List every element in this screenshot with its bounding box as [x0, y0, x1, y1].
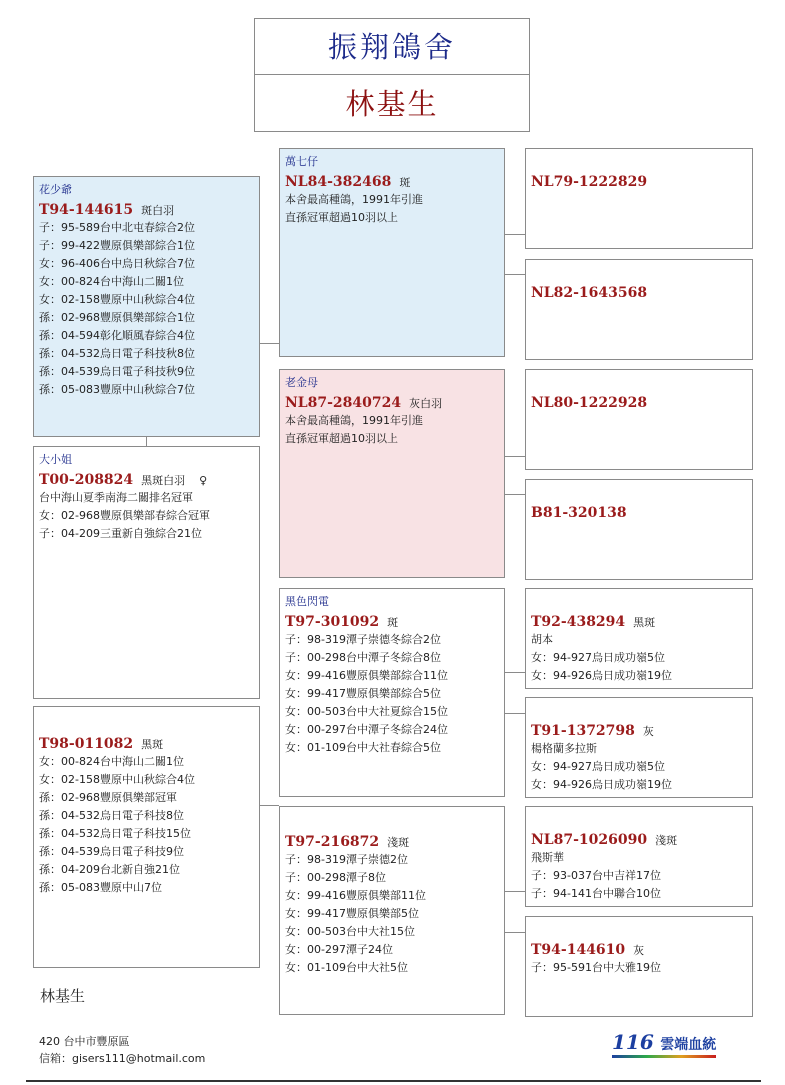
ancestor-color: 灰: [642, 725, 654, 738]
ancestor-color: 灰: [633, 944, 645, 957]
record-line: 女：00-824台中海山二關1位: [39, 755, 184, 768]
record-line: 女：94-926烏日成功嶺19位: [531, 778, 672, 791]
record-line: 本舍最高種鴿，1991年引進: [285, 414, 423, 427]
record-line: 女：00-297台中潭子冬綜合24位: [285, 723, 448, 736]
dam-records: [39, 489, 255, 543]
dam-color: 黑斑白羽: [141, 474, 186, 487]
ancestor-color: 淺斑: [655, 834, 678, 847]
logo-number: 116: [612, 1030, 654, 1054]
ds-color: 斑: [387, 616, 399, 629]
connector-line: [505, 456, 525, 457]
ancestor-card[interactable]: [525, 588, 753, 689]
dam-name: 大小姐: [39, 453, 72, 466]
dam-ring: T00-208824: [39, 472, 134, 488]
dam-sire-card[interactable]: [279, 588, 505, 797]
record-line: 孫：02-968豐原俱樂部綜合1位: [39, 311, 195, 324]
ancestor-ring: NL79-1222829: [531, 174, 648, 190]
sire-dam-card[interactable]: [279, 369, 505, 578]
ancestor-ring: T94-144610: [531, 942, 626, 958]
sibling-color: 黑斑: [141, 738, 164, 751]
record-line: 孫：02-968豐原俱樂部冠軍: [39, 791, 177, 804]
ancestor-card[interactable]: [525, 148, 753, 249]
record-line: 女：02-158豐原中山秋綜合4位: [39, 293, 195, 306]
record-line: 直孫冠軍超過10羽以上: [285, 432, 398, 445]
record-line: 女：99-416豐原俱樂部綜合11位: [285, 669, 448, 682]
ss-color: 斑: [399, 176, 411, 189]
ancestor-card[interactable]: [525, 369, 753, 470]
ds-name: 黑色閃電: [285, 595, 329, 608]
record-line: 女：01-109台中大社5位: [285, 961, 408, 974]
logo-text: 雲端血統: [660, 1037, 717, 1053]
record-line: 孫：04-539烏日電子科技秋9位: [39, 365, 195, 378]
ancestor-ring: NL80-1222928: [531, 395, 648, 411]
record-line: 本舍最高種鴿，1991年引進: [285, 193, 423, 206]
sd-ring: NL87-2840724: [285, 395, 402, 411]
ancestor-strain: 飛斯華: [531, 851, 564, 864]
sire-name: 花少爺: [39, 183, 72, 196]
record-line: 孫：05-083豐原中山7位: [39, 881, 162, 894]
connector-line: [505, 932, 525, 933]
connector-line: [505, 891, 525, 892]
ancestor-ring: T91-1372798: [531, 723, 635, 739]
connector-line: [505, 494, 525, 495]
record-line: 孫：04-532烏日電子科技15位: [39, 827, 191, 840]
record-line: 子：00-298台中潭子冬綜合8位: [285, 651, 441, 664]
logo-stripe: [612, 1055, 716, 1058]
record-line: 台中海山夏季南海二關排名冠軍: [39, 491, 193, 504]
ancestor-ring: T92-438294: [531, 614, 626, 630]
ancestor-ring: NL82-1643568: [531, 285, 648, 301]
footer-owner: 林基生: [40, 987, 86, 1005]
dd-records: [285, 851, 500, 977]
ancestor-card[interactable]: [525, 806, 753, 907]
ss-name: 萬七仔: [285, 155, 318, 168]
record-line: 直孫冠軍超過10羽以上: [285, 211, 398, 224]
sire-color: 斑白羽: [141, 204, 175, 217]
sibling-card[interactable]: [33, 706, 260, 968]
ancestor-strain: 胡本: [531, 633, 553, 646]
connector-line: [505, 234, 525, 235]
ancestor-card[interactable]: [525, 479, 753, 580]
record-line: 子：99-422豐原俱樂部綜合1位: [39, 239, 195, 252]
record-line: 女：02-158豐原中山秋綜合4位: [39, 773, 195, 786]
record-line: 女：00-503台中大社夏綜合15位: [285, 705, 448, 718]
dd-color: 淺斑: [387, 836, 410, 849]
ds-ring: T97-301092: [285, 614, 380, 630]
record-line: 女：96-406台中烏日秋綜合7位: [39, 257, 195, 270]
record-line: 女：94-927烏日成功嶺5位: [531, 760, 665, 773]
record-line: 女：00-503台中大社15位: [285, 925, 415, 938]
sibling-records: [39, 753, 255, 897]
record-line: 子：95-589台中北屯春綜合2位: [39, 221, 195, 234]
ds-records: [285, 631, 500, 757]
record-line: 孫：04-209台北新自強21位: [39, 863, 180, 876]
sire-card[interactable]: [33, 176, 260, 437]
footer-address: 420 台中市豐原區: [39, 1035, 130, 1048]
footer-email[interactable]: 信箱：gisers111@hotmail.com: [39, 1052, 206, 1065]
record-line: 孫：05-083豐原中山秋綜合7位: [39, 383, 195, 396]
record-line: 子：93-037台中吉祥17位: [531, 869, 661, 882]
loft-name: 振翔鴿舍: [254, 18, 530, 75]
female-icon: ♀: [199, 474, 208, 487]
ancestor-color: 黑斑: [633, 616, 656, 629]
ancestor-card[interactable]: [525, 916, 753, 1017]
record-line: 女：02-968豐原俱樂部春綜合冠軍: [39, 509, 210, 522]
ss-ring: NL84-382468: [285, 174, 392, 190]
record-line: 女：94-926烏日成功嶺19位: [531, 669, 672, 682]
sire-records: [39, 219, 255, 399]
record-line: 子：00-298潭子8位: [285, 871, 386, 884]
ancestor-card[interactable]: [525, 259, 753, 360]
record-line: 子：98-319潭子崇德2位: [285, 853, 408, 866]
connector-line: [505, 672, 525, 673]
connector-line: [260, 805, 279, 806]
dam-dam-card[interactable]: [279, 806, 505, 1015]
record-line: 孫：04-532烏日電子科技秋8位: [39, 347, 195, 360]
record-line: 子：95-591台中大雅19位: [531, 961, 661, 974]
sd-color: 灰白羽: [409, 397, 443, 410]
record-line: 女：00-824台中海山二關1位: [39, 275, 184, 288]
sd-name: 老金母: [285, 376, 318, 389]
record-line: 孫：04-594彰化順風春綜合4位: [39, 329, 195, 342]
sd-records: [285, 412, 500, 448]
record-line: 女：99-417豐原俱樂部5位: [285, 907, 419, 920]
sibling-ring: T98-011082: [39, 736, 134, 752]
record-line: 孫：04-539烏日電子科技9位: [39, 845, 184, 858]
connector-line: [505, 713, 525, 714]
record-line: 女：99-417豐原俱樂部綜合5位: [285, 687, 441, 700]
record-line: 孫：04-532烏日電子科技8位: [39, 809, 184, 822]
record-line: 女：01-109台中大社春綜合5位: [285, 741, 441, 754]
record-line: 子：98-319潭子崇德冬綜合2位: [285, 633, 441, 646]
record-line: 女：94-927烏日成功嶺5位: [531, 651, 665, 664]
sire-sire-card[interactable]: [279, 148, 505, 357]
ss-records: [285, 191, 500, 227]
dam-card[interactable]: [33, 446, 260, 699]
sire-ring: T94-144615: [39, 202, 134, 218]
record-line: 女：00-297潭子24位: [285, 943, 393, 956]
ancestor-strain: 楊格蘭多拉斯: [531, 742, 597, 755]
owner-name: 林基生: [254, 74, 530, 132]
connector-line: [505, 274, 525, 275]
dd-ring: T97-216872: [285, 834, 380, 850]
bottom-rule: [26, 1080, 761, 1082]
record-line: 子：94-141台中聯合10位: [531, 887, 661, 900]
connector-line: [260, 343, 279, 344]
record-line: 女：99-416豐原俱樂部11位: [285, 889, 426, 902]
connector-line: [146, 437, 147, 446]
ancestor-ring: B81-320138: [531, 505, 627, 521]
ancestor-card[interactable]: [525, 697, 753, 798]
record-line: 子：04-209三重新自強綜合21位: [39, 527, 202, 540]
ancestor-ring: NL87-1026090: [531, 832, 648, 848]
logo[interactable]: [612, 1030, 716, 1054]
